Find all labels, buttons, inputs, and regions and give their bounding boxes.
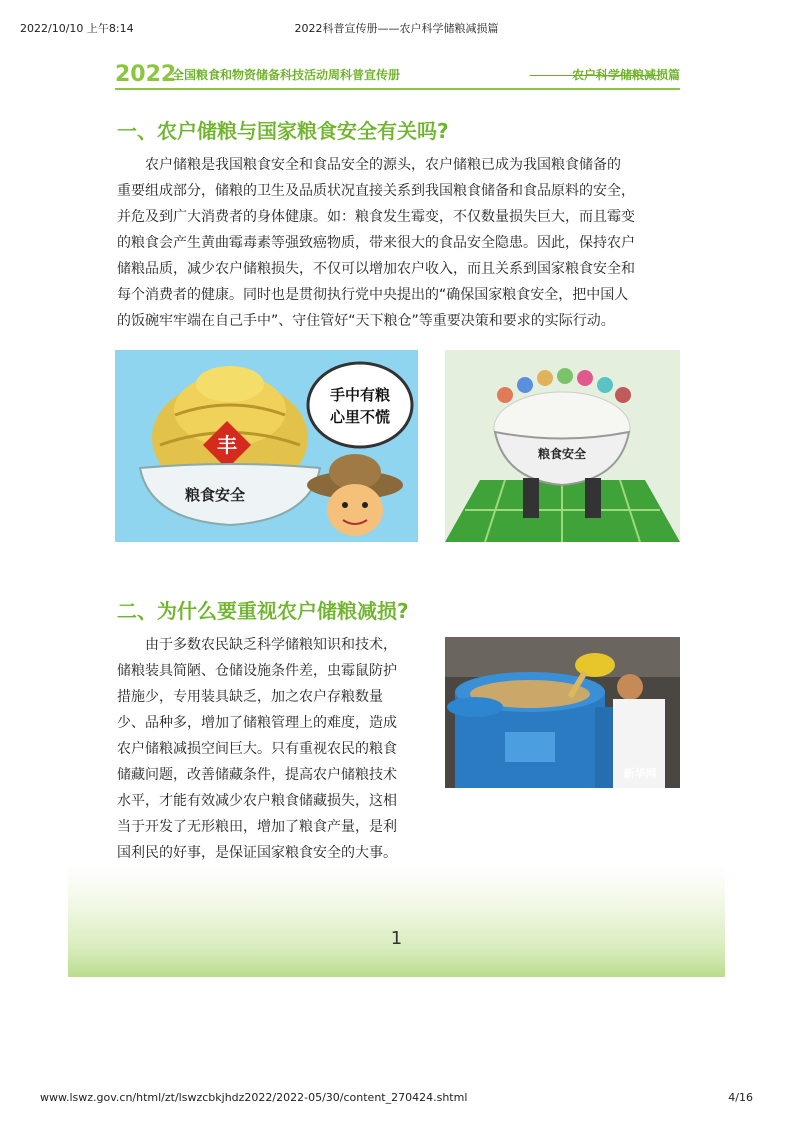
paragraph-line: 水平，才能有效减少农户粮食储藏损失，这相 xyxy=(117,793,397,809)
speech-bubble-line1: 手中有粮 xyxy=(329,386,391,404)
section2-heading: 二、为什么要重视农户储粮减损? xyxy=(117,599,409,623)
bowl-label: 粮食安全 xyxy=(184,486,246,504)
photo-watermark: 新华网 xyxy=(623,767,657,780)
paragraph-line: 的粮食会产生黄曲霉毒素等强致癌物质，带来很大的食品安全隐患。因此，保持农户 xyxy=(117,235,635,251)
banner-underline xyxy=(115,88,680,90)
grain-storage-photo xyxy=(445,637,680,788)
section1-paragraph xyxy=(117,152,681,334)
paragraph-line: 的饭碗牢牢端在自己手中”、守住管好“天下粮仓”等重要决策和要求的实际行动。 xyxy=(117,313,615,329)
section2-paragraph xyxy=(117,632,423,866)
farmer-grain-cartoon-image xyxy=(115,350,418,542)
grain-security-bowl-image xyxy=(445,350,680,542)
paragraph-line: 当于开发了无形粮田，增加了粮食产量，是利 xyxy=(117,819,397,835)
paragraph-line: 由于多数农民缺乏科学储粮知识和技术， xyxy=(117,637,397,653)
banner-left-title: 全国粮食和物资储备科技活动周科普宣传册 xyxy=(172,68,401,82)
paragraph-line: 国利民的好事，是保证国家粮食安全的大事。 xyxy=(117,845,397,861)
print-url: www.lswz.gov.cn/html/zt/lswzcbkjhdz2022/2022-05/30/content_270424.shtml xyxy=(40,1091,468,1104)
banner-right-title: 农户科学储粮减损篇 xyxy=(571,68,680,82)
paragraph-line: 少、品种多，增加了储粮管理上的难度，造成 xyxy=(117,715,397,731)
footer-decorative-band xyxy=(68,865,725,977)
bowl-stamp-text: 丰 xyxy=(217,433,237,457)
paragraph-line: 重要组成部分，储粮的卫生及品质状况直接关系到我国粮食储备和食品原料的安全， xyxy=(117,183,635,199)
print-document-title: 2022科普宣传册——农户科学储粮减损篇 xyxy=(294,22,499,35)
page-banner xyxy=(115,62,680,88)
paragraph-line: 农户储粮是我国粮食安全和食品安全的源头，农户储粮已成为我国粮食储备的 xyxy=(117,157,621,173)
paragraph-line: 农户储粮减损空间巨大。只有重视农民的粮食 xyxy=(117,741,397,757)
section1-heading: 一、农户储粮与国家粮食安全有关吗? xyxy=(117,119,449,143)
paragraph-line: 每个消费者的健康。同时也是贯彻执行党中央提出的“确保国家粮食安全，把中国人 xyxy=(117,287,629,303)
paragraph-line: 储粮品质，减少农户储粮损失，不仅可以增加农户收入，而且关系到国家粮食安全和 xyxy=(117,261,635,277)
banner-year: 2022 xyxy=(115,62,177,87)
print-datetime: 2022/10/10 上午8:14 xyxy=(20,22,134,35)
print-page-counter: 4/16 xyxy=(728,1091,753,1104)
bowl-label: 粮食安全 xyxy=(537,447,587,461)
page-number: 1 xyxy=(390,928,403,949)
paragraph-line: 储粮装具简陋、仓储设施条件差，虫霉鼠防护 xyxy=(117,663,397,679)
speech-bubble-line2: 心里不慌 xyxy=(329,408,391,426)
paragraph-line: 措施少，专用装具缺乏，加之农户存粮数量 xyxy=(117,689,383,705)
paragraph-line: 储藏问题，改善储藏条件，提高农户储粮技术 xyxy=(117,767,397,783)
paragraph-line: 并危及到广大消费者的身体健康。如：粮食发生霉变，不仅数量损失巨大，而且霉变 xyxy=(117,209,635,225)
